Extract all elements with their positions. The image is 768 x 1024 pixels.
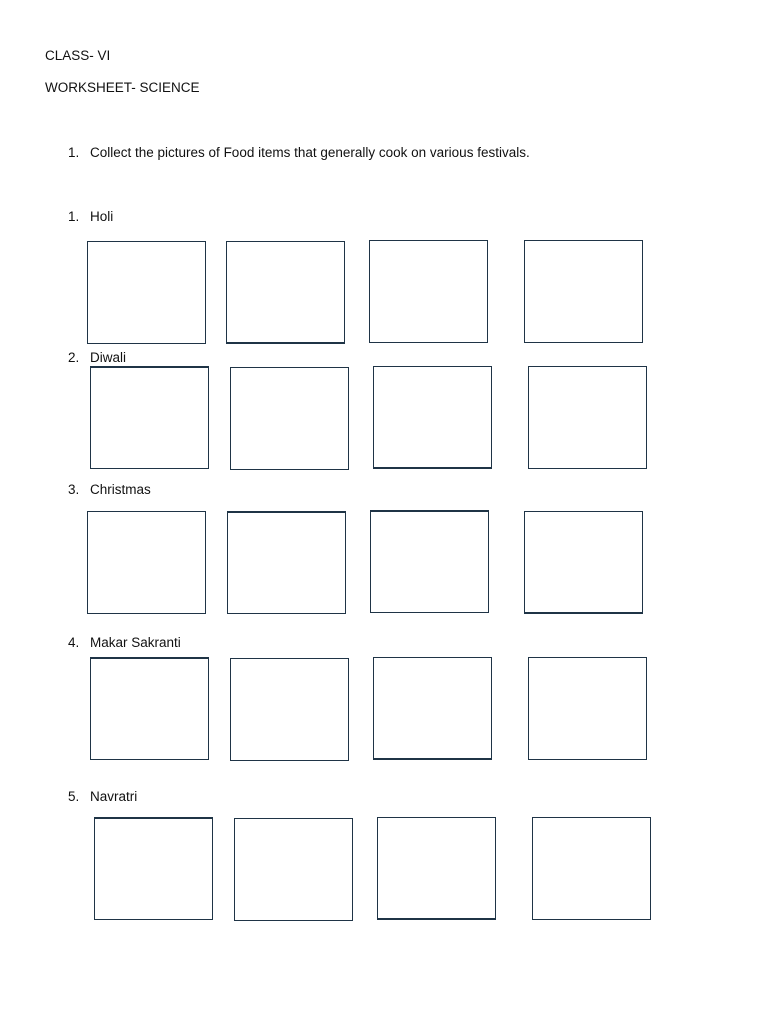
picture-box[interactable] xyxy=(226,241,345,344)
picture-box[interactable] xyxy=(370,510,489,613)
picture-box[interactable] xyxy=(87,511,206,614)
picture-box[interactable] xyxy=(369,240,488,343)
festival-name: Navratri xyxy=(90,789,138,804)
question-text: Collect the pictures of Food items that generally cook on various festivals. xyxy=(90,145,530,160)
festival-number: 1. xyxy=(68,209,80,224)
picture-box[interactable] xyxy=(227,511,346,614)
picture-box[interactable] xyxy=(87,241,206,344)
picture-box[interactable] xyxy=(90,657,209,760)
picture-box[interactable] xyxy=(373,366,492,469)
picture-box[interactable] xyxy=(94,817,213,920)
picture-box[interactable] xyxy=(524,511,643,614)
class-line: CLASS- VI xyxy=(45,48,111,63)
picture-box[interactable] xyxy=(528,657,647,760)
festival-number: 2. xyxy=(68,350,80,365)
question-number: 1. xyxy=(68,145,80,160)
picture-box[interactable] xyxy=(373,657,492,760)
picture-box[interactable] xyxy=(230,658,349,761)
picture-box[interactable] xyxy=(234,818,353,921)
festival-name: Diwali xyxy=(90,350,127,365)
festival-name: Makar Sakranti xyxy=(90,635,181,650)
festival-number: 4. xyxy=(68,635,80,650)
picture-box[interactable] xyxy=(377,817,496,920)
picture-box[interactable] xyxy=(528,366,647,469)
picture-box[interactable] xyxy=(532,817,651,920)
festival-name: Christmas xyxy=(90,482,151,497)
festival-name: Holi xyxy=(90,209,114,224)
festival-number: 5. xyxy=(68,789,80,804)
picture-box[interactable] xyxy=(524,240,643,343)
picture-box[interactable] xyxy=(90,366,209,469)
picture-box[interactable] xyxy=(230,367,349,470)
worksheet-title: WORKSHEET- SCIENCE xyxy=(45,80,200,95)
festival-number: 3. xyxy=(68,482,80,497)
